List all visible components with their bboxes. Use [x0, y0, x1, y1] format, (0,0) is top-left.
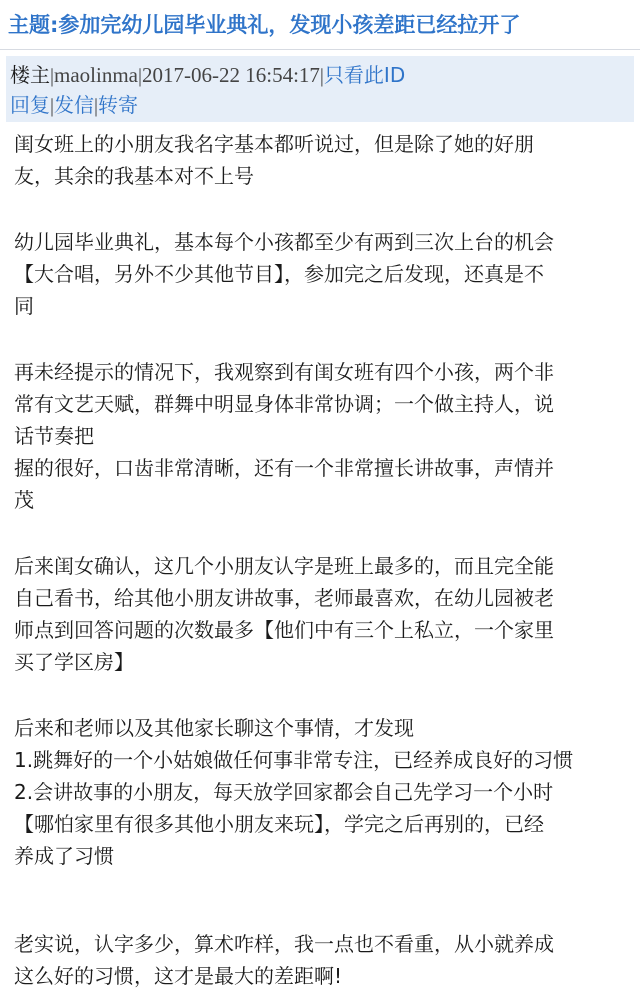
post-title-bar	[0, 0, 640, 50]
text-line: 【大合唱，另外不少其他节目】，参加完之后发现，还真是不	[14, 262, 544, 286]
role-label: 楼主	[10, 63, 50, 87]
text-line: 【哪怕家里有很多其他小朋友来玩】，学完之后再别的，已经	[14, 812, 544, 836]
text-line: 自己看书，给其他小朋友讲故事，老师最喜欢，在幼儿园被老	[14, 586, 554, 610]
text-line: 1.跳舞好的一个小姑娘做任何事非常专注，已经养成良好的习惯	[14, 748, 574, 772]
text-line: 友，其余的我基本对不上号	[14, 164, 254, 188]
text-line: 后来闺女确认，这几个小朋友认字是班上最多的，而且完全能	[14, 554, 554, 578]
action-links: 回复|发信|转寄	[10, 93, 139, 117]
text-line: 茂	[14, 488, 34, 512]
paragraph-1	[14, 128, 630, 192]
paragraph-6	[14, 928, 630, 992]
text-line: 常有文艺天赋，群舞中明显身体非常协调；一个做主持人，说	[14, 392, 554, 416]
paragraph-2	[14, 226, 630, 322]
paragraph-4	[14, 550, 630, 678]
author-line: 楼主|maolinma|2017-06-22 16:54:17|只看此ID	[10, 63, 406, 87]
only-view-author-link[interactable]: 只看此ID	[323, 63, 406, 87]
text-line: 幼儿园毕业典礼，基本每个小孩都至少有两到三次上台的机会	[14, 230, 554, 254]
paragraph-5	[14, 712, 630, 872]
forward-link[interactable]: 转寄	[98, 93, 139, 117]
reply-link[interactable]: 回复	[10, 93, 50, 117]
post-title: 主题:参加完幼儿园毕业典礼，发现小孩差距已经拉开了	[8, 13, 521, 37]
text-line: 养成了习惯	[14, 844, 114, 868]
text-line: 老实说，认字多少，算术咋样，我一点也不看重，从小就养成	[14, 932, 554, 956]
text-line: 闺女班上的小朋友我名字基本都听说过，但是除了她的好朋	[14, 132, 534, 156]
text-line: 买了学区房】	[14, 650, 134, 674]
text-line: 后来和老师以及其他家长聊这个事情，才发现	[14, 716, 414, 740]
text-line: 2.会讲故事的小朋友，每天放学回家都会自己先学习一个小时	[14, 780, 554, 804]
paragraph-3	[14, 356, 630, 516]
text-line: 同	[14, 294, 34, 318]
post-meta	[6, 56, 634, 122]
text-line: 师点到回答问题的次数最多【他们中有三个上私立，一个家里	[14, 618, 554, 642]
text-line: 再未经提示的情况下，我观察到有闺女班有四个小孩，两个非	[14, 360, 554, 384]
post-datetime: 2017-06-22 16:54:17	[142, 63, 320, 87]
text-line: 握的很好，口齿非常清晰，还有一个非常擅长讲故事，声情并	[14, 456, 554, 480]
text-line: 话节奏把	[14, 424, 94, 448]
text-line: 这么好的习惯，这才是最大的差距啊!	[14, 964, 343, 988]
send-message-link[interactable]: 发信	[54, 93, 95, 117]
author-name: maolinma	[54, 63, 138, 87]
post-body	[14, 128, 630, 992]
